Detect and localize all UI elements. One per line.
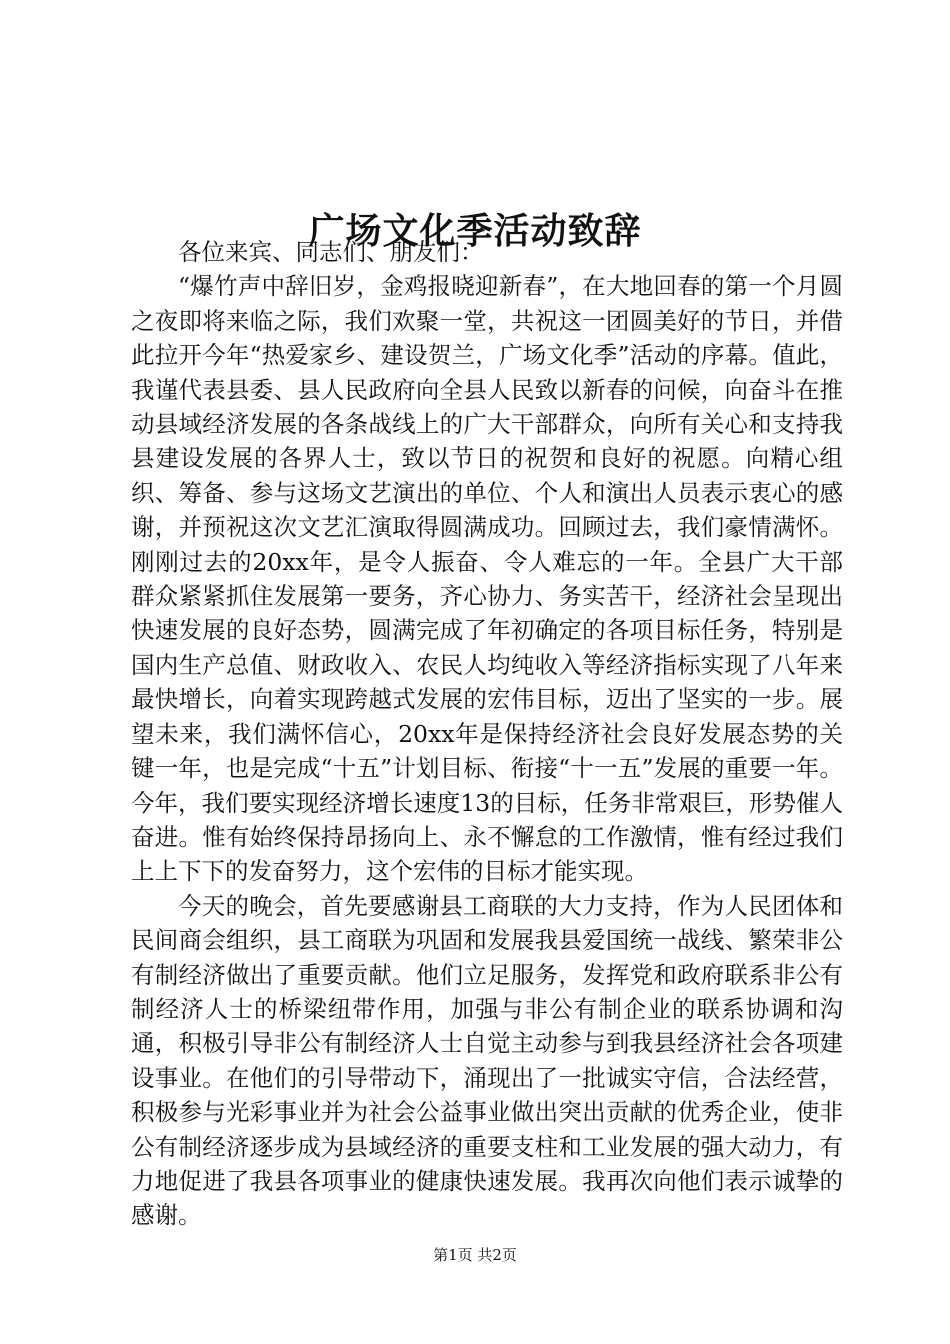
- body-paragraph: “爆竹声中辞旧岁，金鸡报晓迎新春”，在大地回春的第一个月圆之夜即将来临之际，我们欢聚一堂，共祝这一团圆美好的节日，并借此拉开今年“热爱家乡、建设贺兰，广场文化季”活动的序幕。值此，我谨代表县委、县人民政府向全县人民致以新春的问候，向奋斗在推动县域经济发展的各条战线上的广大干部群众，向所有关心和支持我县建设发展的各界人士，致以节日的祝贺和良好的祝愿。向精心组织、筹备、参与这场文艺演出的单位、个人和演出人员表示衷心的感谢，并预祝这次文艺汇演取得圆满成功。回顾过去，我们豪情满怀。刚刚过去的20xx年，是令人振奋、令人难忘的一年。全县广大干部群众紧紧抓住发展第一要务，齐心协力、务实苦干，经济社会呈现出快速发展的良好态势，圆满完成了年初确定的各项目标任务，特别是国内生产总值、财政收入、农民人均纯收入等经济指标实现了八年来最快增长，向着实现跨越式发展的宏伟目标，迈出了坚实的一步。展望未来，我们满怀信心，20xx年是保持经济社会良好发展态势的关键一年，也是完成“十五”计划目标、衔接“十一五”发展的重要一年。今年，我们要实现经济增长速度13的目标，任务非常艰巨，形势催人奋进。惟有始终保持昂扬向上、永不懈怠的工作激情，惟有经过我们上上下下的发奋努力，这个宏伟的目标才能实现。: [131, 272, 843, 886]
- salutation-paragraph: 各位来宾、同志们、朋友们：: [178, 238, 484, 266]
- body-paragraph: 今天的晚会，首先要感谢县工商联的大力支持，作为人民团体和民间商会组织，县工商联为巩固和发展我县爱国统一战线、繁荣非公有制经济做出了重要贡献。他们立足服务，发挥党和政府联系非公有制经济人士的桥梁纽带作用，加强与非公有制企业的联系协调和沟通，积极引导非公有制经济人士自觉主动参与到我县经济社会各项建设事业。在他们的引导带动下，涌现出了一批诚实守信，合法经营，积极参与光彩事业并为社会公益事业做出突出贡献的优秀企业，使非公有制经济逐步成为县域经济的重要支柱和工业发展的强大动力，有力地促进了我县各项事业的健康快速发展。我再次向他们表示诚挚的感谢。: [131, 891, 843, 1230]
- page-footer: 第1页 共2页: [433, 1246, 517, 1264]
- document-title: 广场文化季活动致辞: [308, 210, 642, 253]
- document-body: [131, 235, 843, 1233]
